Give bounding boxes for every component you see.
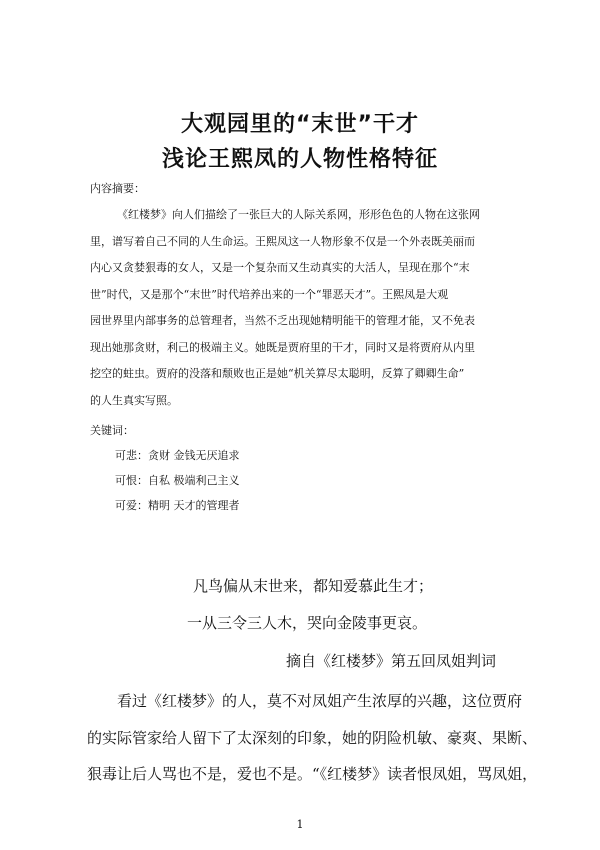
title-line-1: 大观园里的“末世”干才 (181, 112, 419, 137)
keywords-label: 关键词： (90, 424, 134, 437)
abstract-label: 内容摘要： (90, 182, 145, 195)
poem-line-2: 一从三令三人木，哭向金陵事更哀。 (187, 614, 428, 632)
body-line-2: 的实际管家给人留下了太深刻的印象，她的阴险机敏、豪爽、果断、 (87, 729, 538, 747)
keyword-item-1: 可悲：贪财 金钱无厌追求 (115, 449, 240, 462)
page-number: 1 (296, 818, 304, 831)
abstract-line-6: 现出她那贪财，利己的极端主义。她既是贾府里的干才，同时又是将贾府从内里 (90, 341, 475, 354)
abstract-line-7: 挖空的蛀虫。贾府的没落和颓败也正是她“机关算尽太聪明，反算了卿卿生命” (90, 367, 465, 380)
abstract-line-5: 园世界里内部事务的总管理者，当然不乏出现她精明能干的管理才能，又不免表 (90, 314, 475, 327)
title-line-2: 浅论王熙凤的人物性格特征 (161, 147, 438, 172)
keyword-item-2: 可恨：自私 极端利己主义 (115, 474, 240, 487)
body-line-3: 狠毒让后人骂也不是，爱也不是。“《红楼梦》读者恨凤姐，骂凤姐， (87, 765, 538, 783)
abstract-line-8: 的人生真实写照。 (90, 394, 178, 407)
abstract-line-2: 里，谱写着自己不同的人生命运。王熙凤这一人物形象不仅是一个外表既美丽而 (90, 235, 475, 248)
abstract-line-1: 《红楼梦》向人们描绘了一张巨大的人际关系网，形形色色的人物在这张网 (117, 208, 480, 221)
keyword-item-3: 可爱：精明 天才的管理者 (115, 499, 240, 512)
poem-source: 摘自《红楼梦》第五回凤姐判词 (286, 652, 497, 670)
poem-line-1: 凡鸟偏从末世来，都知爱慕此生才； (193, 577, 434, 595)
body-line-1: 看过《红楼梦》的人，莫不对凤姐产生浓厚的兴趣，这位贾府 (117, 692, 523, 710)
abstract-line-4: 世”时代，又是那个“末世”时代培养出来的一个“罪恶天才”。王熙凤是大观 (90, 288, 449, 301)
abstract-line-3: 内心又贪婪狠毒的女人，又是一个复杂而又生动真实的大活人，呈现在那个“末 (90, 261, 470, 274)
